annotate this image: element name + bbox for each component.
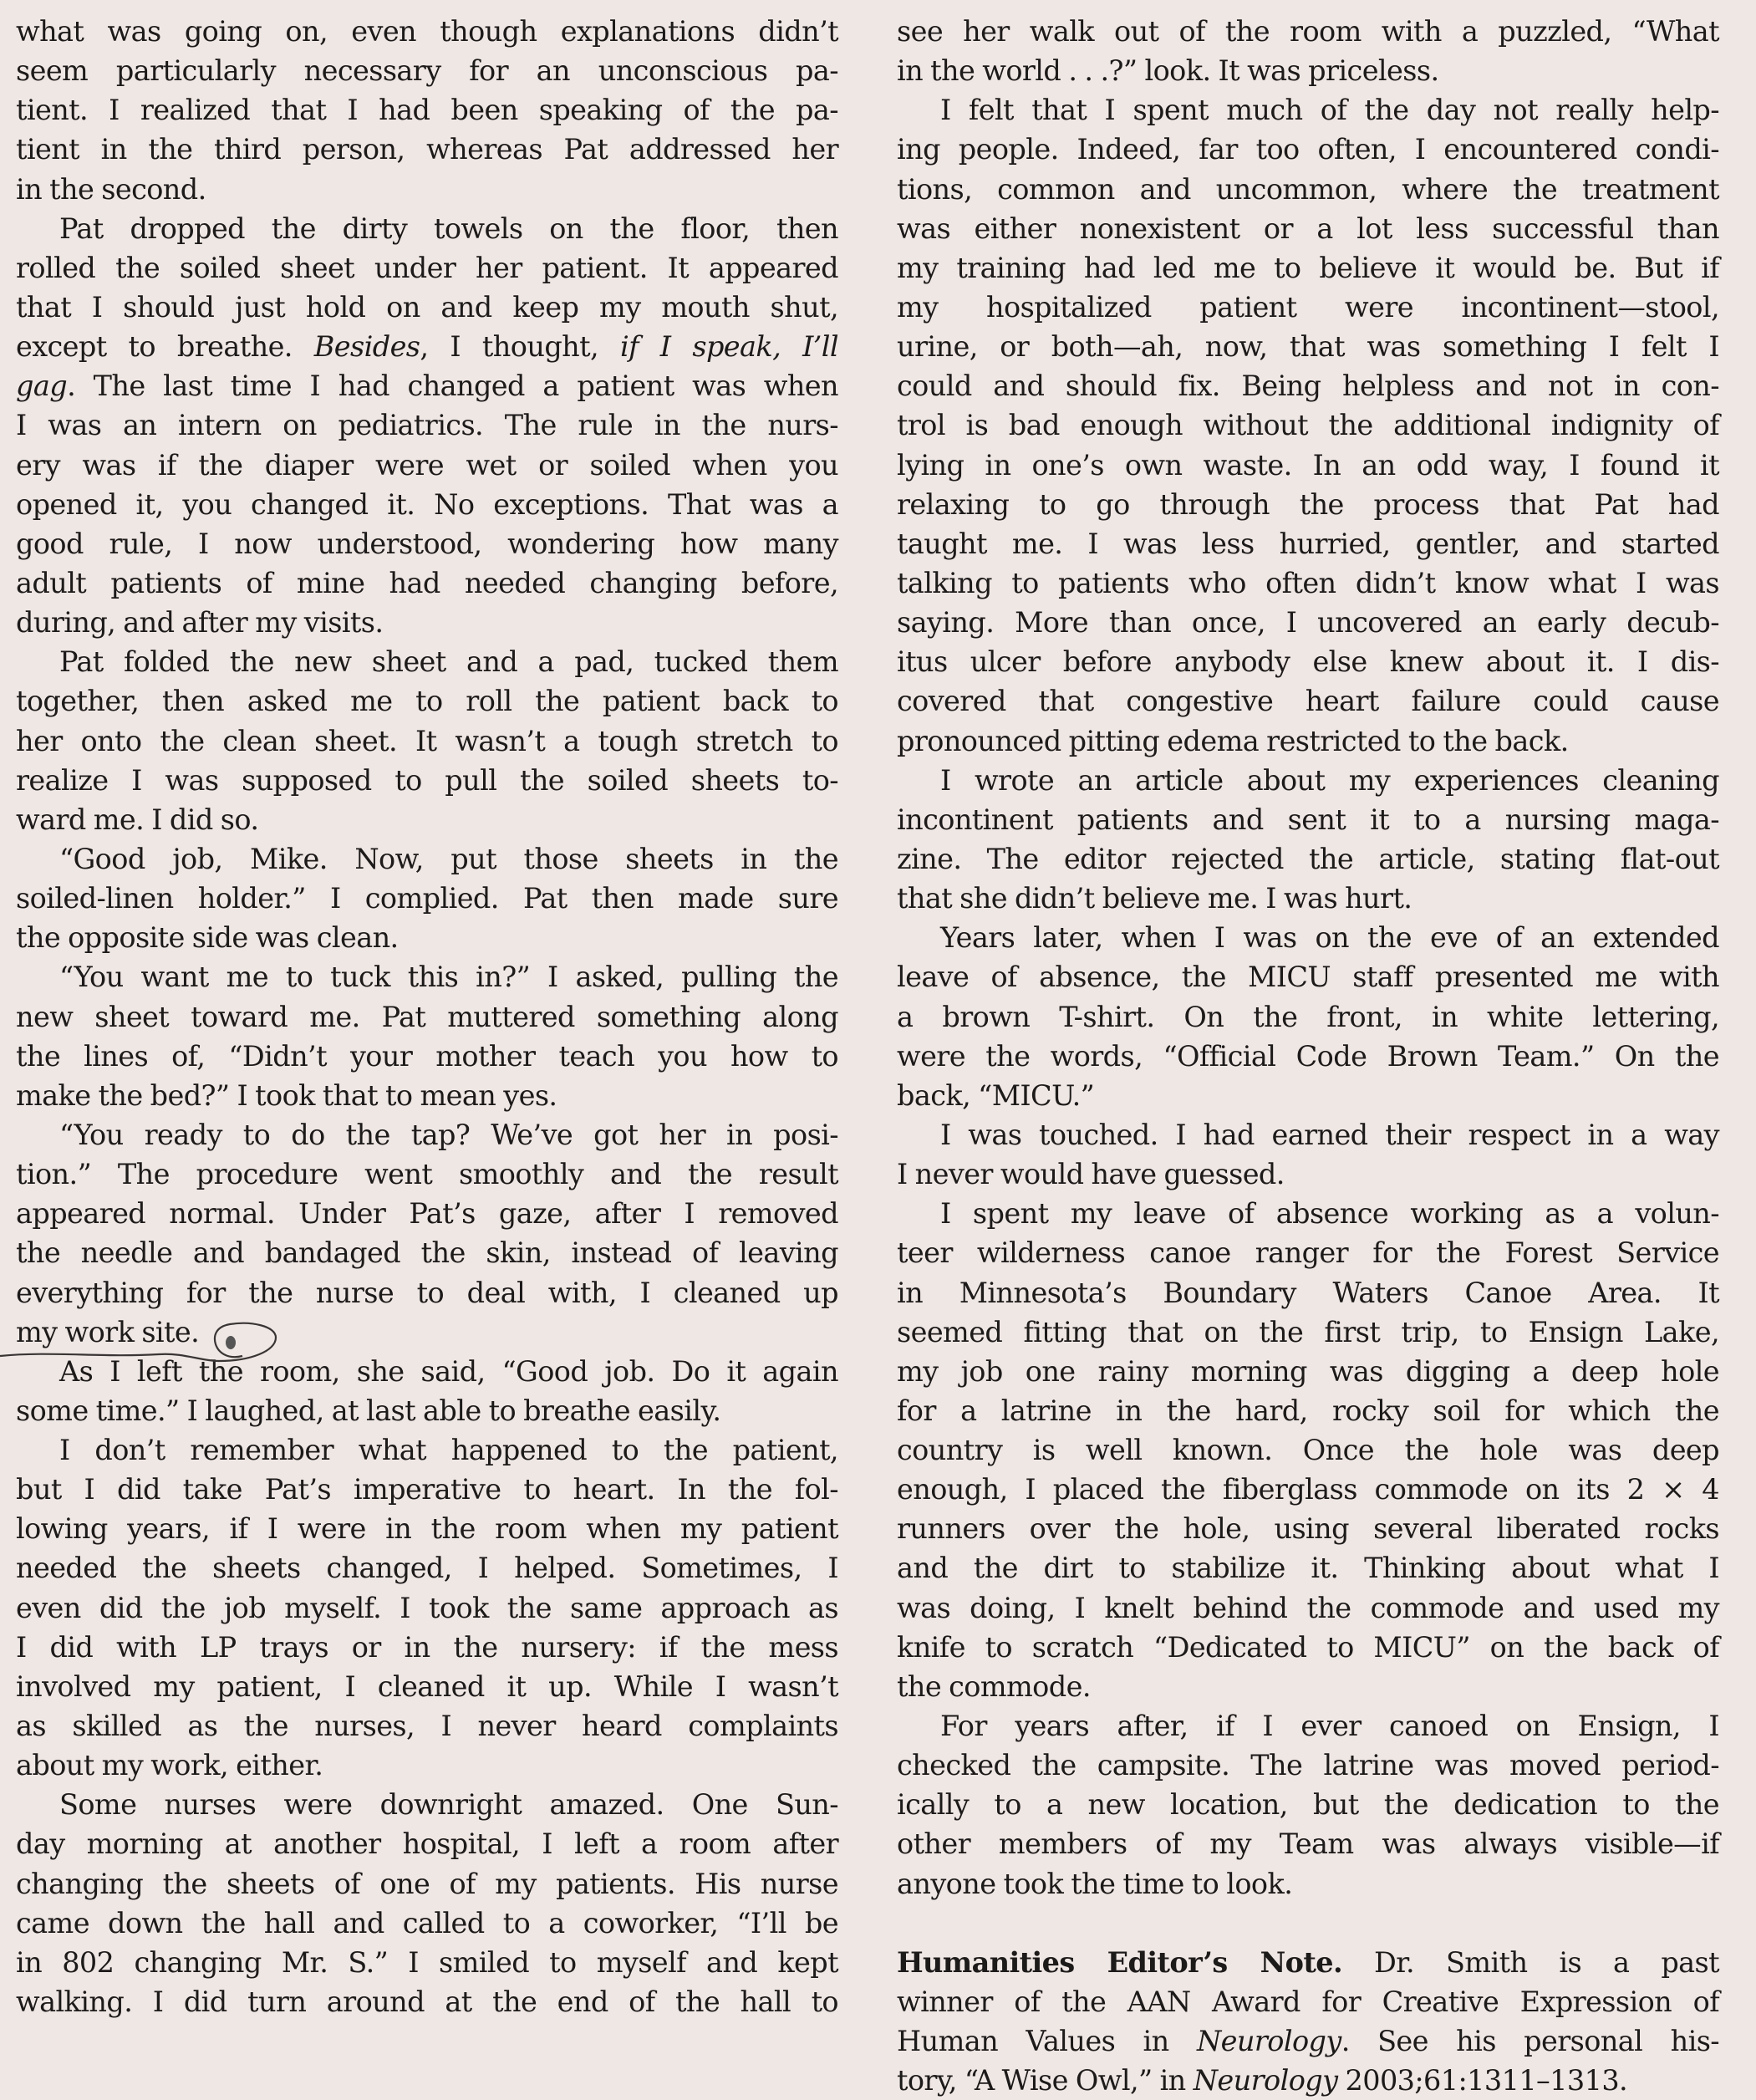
text-line: Pat dropped the dirty towels on the floor, then — [59, 212, 838, 245]
text-line — [16, 327, 838, 366]
text-line: about my work, either. — [16, 1749, 323, 1782]
text-line: I felt that I spent much of the day not really help- — [940, 94, 1719, 127]
text-line: I wrote an article about my experiences cleaning — [940, 763, 1719, 797]
text-line: changing the sheets of one of my patients. His nurse — [16, 1867, 838, 1900]
text-line: a brown T-shirt. On the front, in white lettering, — [897, 1000, 1719, 1033]
text-line: lying in one’s own waste. In an odd way, I found it — [897, 448, 1719, 482]
text-line: my job one rainy morning was digging a deep hole — [897, 1354, 1719, 1388]
text-line: was doing, I knelt behind the commode and used my — [897, 1591, 1719, 1624]
text-line: itus ulcer before anybody else knew about it. I dis- — [897, 645, 1719, 679]
text-line: ery was if the diaper were wet or soiled when you — [16, 448, 838, 482]
text-line: For years after, if I ever canoed on Ensign, I — [940, 1710, 1719, 1743]
text-run: Dr. Smith is a past — [1342, 1945, 1719, 1979]
text-line: and the dirt to stabilize it. Thinking about what I — [897, 1552, 1719, 1585]
text-line: “Good job, Mike. Now, put those sheets in the — [59, 842, 838, 875]
text-line: involved my patient, I cleaned it up. While I wasn’t — [16, 1669, 838, 1703]
text-line: were the words, “Official Code Brown Team.” On the — [897, 1039, 1719, 1073]
text-line: could and should fix. Being helpless and not in con- — [897, 370, 1719, 403]
text-line: tient in the third person, whereas Pat addressed her — [16, 133, 838, 166]
text-line: during, and after my visits. — [16, 606, 384, 640]
text-line: zine. The editor rejected the article, stating flat-out — [897, 842, 1719, 875]
text-line: relaxing to go through the process that Pat had — [897, 487, 1719, 521]
text-line: talking to patients who often didn’t know what I was — [897, 566, 1719, 599]
text-line: as skilled as the nurses, I never heard complaints — [16, 1710, 838, 1743]
text-line: pronounced pitting edema restricted to the back. — [897, 724, 1569, 757]
italic-text: Neurology — [1193, 2064, 1338, 2097]
text-line: “You ready to do the tap? We’ve got her in posi- — [59, 1118, 838, 1151]
text-line: seem particularly necessary for an unconscious pa- — [16, 54, 838, 88]
text-line: good rule, I now understood, wondering how many — [16, 527, 838, 560]
note-heading: Humanities Editor’s Note. — [897, 1945, 1343, 1979]
italic-text: Neurology — [1196, 2025, 1341, 2058]
text-line: tions, common and uncommon, where the treatment — [897, 172, 1719, 206]
text-line: taught me. I was less hurried, gentler, and started — [897, 527, 1719, 560]
text-line: the commode. — [897, 1669, 1091, 1703]
text-line: together, then asked me to roll the patient back to — [16, 685, 838, 718]
text-line: seemed fitting that on the first trip, to Ensign Lake, — [897, 1315, 1719, 1348]
text-line: As I left the room, she said, “Good job. Do it again — [59, 1354, 838, 1388]
text-line: urine, or both—ah, now, that was something I felt I — [897, 330, 1719, 364]
text-line: needed the sheets changed, I helped. Sometimes, I — [16, 1552, 838, 1585]
text-line: see her walk out of the room with a puzzled, “What — [897, 15, 1719, 48]
text-line: what was going on, even though explanations didn’t — [16, 15, 838, 48]
text-line: enough, I placed the fiberglass commode on its 2 × 4 — [897, 1473, 1719, 1506]
text-line — [897, 2061, 1719, 2100]
text-line: Years later, when I was on the eve of an extended — [940, 921, 1719, 955]
text-line: lowing years, if I were in the room when my patient — [16, 1512, 838, 1546]
text-line: came down the hall and called to a coworker, “I’ll be — [16, 1906, 838, 1939]
text-run: except to breathe. — [16, 330, 314, 364]
paragraph-gap — [897, 1904, 1719, 1943]
text-line: adult patients of mine had needed changing before, — [16, 566, 838, 599]
text-line: even did the job myself. I took the same approach as — [16, 1591, 838, 1624]
text-line: trol is bad enough without the additional indignity of — [897, 409, 1719, 442]
text-line — [16, 366, 838, 405]
text-line: winner of the AAN Award for Creative Expression of — [897, 1985, 1719, 2019]
text-line: tient. I realized that I had been speaking of the pa- — [16, 94, 838, 127]
text-line: runners over the hole, using several liberated rocks — [897, 1512, 1719, 1546]
text-line: I was touched. I had earned their respect in a way — [940, 1118, 1719, 1151]
right-column — [897, 12, 1719, 2100]
text-line: for a latrine in the hard, rocky soil for which the — [897, 1394, 1719, 1427]
text-run: , I thought, — [420, 330, 620, 364]
text-line: ing people. Indeed, far too often, I encountered condi- — [897, 133, 1719, 166]
text-line: opened it, you changed it. No exceptions. That was a — [16, 487, 838, 521]
text-line: leave of absence, the MICU staff presented me with — [897, 961, 1719, 994]
text-line: back, “MICU.” — [897, 1078, 1095, 1112]
text-line: realize I was supposed to pull the soiled sheets to- — [16, 763, 838, 797]
text-line: anyone took the time to look. — [897, 1867, 1293, 1900]
text-line: in the world . . .?” look. It was priceless. — [897, 54, 1439, 88]
text-line: the opposite side was clean. — [16, 921, 399, 955]
text-run: tory, “A Wise Owl,” in — [897, 2064, 1194, 2097]
text-line: in Minnesota’s Boundary Waters Canoe Area. It — [897, 1276, 1719, 1309]
text-line: ward me. I did so. — [16, 803, 259, 836]
text-line: make the bed?” I took that to mean yes. — [16, 1078, 557, 1112]
text-line: that she didn’t believe me. I was hurt. — [897, 882, 1412, 915]
text-line — [897, 2021, 1719, 2061]
text-line: some time.” I laughed, at last able to breathe easily. — [16, 1394, 721, 1427]
text-line: appeared normal. Under Pat’s gaze, after I removed — [16, 1197, 838, 1231]
text-line: ically to a new location, but the dedication to the — [897, 1788, 1719, 1822]
text-line: that I should just hold on and keep my mouth shut, — [16, 290, 838, 324]
text-line: day morning at another hospital, I left a room after — [16, 1827, 838, 1861]
text-line: I don’t remember what happened to the patient, — [59, 1434, 838, 1467]
text-run: . The last time I had changed a patient was when — [67, 370, 838, 403]
text-line: was either nonexistent or a lot less successful than — [897, 212, 1719, 245]
text-line: other members of my Team was always visible—if — [897, 1827, 1719, 1861]
text-line: country is well known. Once the hole was deep — [897, 1434, 1719, 1467]
left-column — [16, 12, 838, 2021]
text-line: I was an intern on pediatrics. The rule in the nurs- — [16, 409, 838, 442]
text-run: 2003;61:1311–1313. — [1337, 2064, 1628, 2097]
text-line: the needle and bandaged the skin, instead of leaving — [16, 1236, 838, 1270]
text-line: I spent my leave of absence working as a volun- — [940, 1197, 1719, 1231]
text-line: walking. I did turn around at the end of the hall to — [16, 1985, 838, 2019]
text-line: my training had led me to believe it would be. But if — [897, 251, 1719, 284]
text-line: the lines of, “Didn’t your mother teach you how to — [16, 1039, 838, 1073]
text-line: knife to scratch “Dedicated to MICU” on the back of — [897, 1630, 1719, 1664]
italic-text: Besides — [313, 330, 420, 364]
text-line: teer wilderness canoe ranger for the Forest Service — [897, 1236, 1719, 1270]
text-line: I never would have guessed. — [897, 1158, 1285, 1191]
text-line: “You want me to tuck this in?” I asked, pulling the — [59, 961, 838, 994]
text-line: but I did take Pat’s imperative to heart. In the fol- — [16, 1473, 838, 1506]
text-line: Pat folded the new sheet and a pad, tucked them — [59, 645, 838, 679]
text-line: Some nurses were downright amazed. One Sun- — [59, 1788, 838, 1822]
text-line: incontinent patients and sent it to a nursing maga- — [897, 803, 1719, 836]
text-line: in the second. — [16, 172, 206, 206]
text-line: covered that congestive heart failure could cause — [897, 685, 1719, 718]
text-line: in 802 changing Mr. S.” I smiled to myself and kept — [16, 1945, 838, 1979]
text-line: I did with LP trays or in the nursery: if the mess — [16, 1630, 838, 1664]
text-line: everything for the nurse to deal with, I cleaned up — [16, 1276, 838, 1309]
text-run: . See his personal his- — [1341, 2025, 1720, 2058]
text-line: saying. More than once, I uncovered an early decub- — [897, 606, 1719, 640]
text-line: rolled the soiled sheet under her patient. It appeared — [16, 251, 838, 284]
text-line — [897, 1943, 1719, 1982]
italic-text: gag — [16, 370, 68, 403]
text-line: my hospitalized patient were incontinent—stool, — [897, 290, 1719, 324]
text-line: new sheet toward me. Pat muttered something along — [16, 1000, 838, 1033]
text-run: Human Values in — [897, 2025, 1197, 2058]
text-line: tion.” The procedure went smoothly and the result — [16, 1158, 838, 1191]
text-line: her onto the clean sheet. It wasn’t a tough stretch to — [16, 724, 838, 757]
text-line: my work site. — [16, 1315, 200, 1348]
text-line: checked the campsite. The latrine was moved period- — [897, 1749, 1719, 1782]
text-line: soiled-linen holder.” I complied. Pat then made sure — [16, 882, 838, 915]
italic-text: if I speak, I’ll — [619, 330, 838, 364]
